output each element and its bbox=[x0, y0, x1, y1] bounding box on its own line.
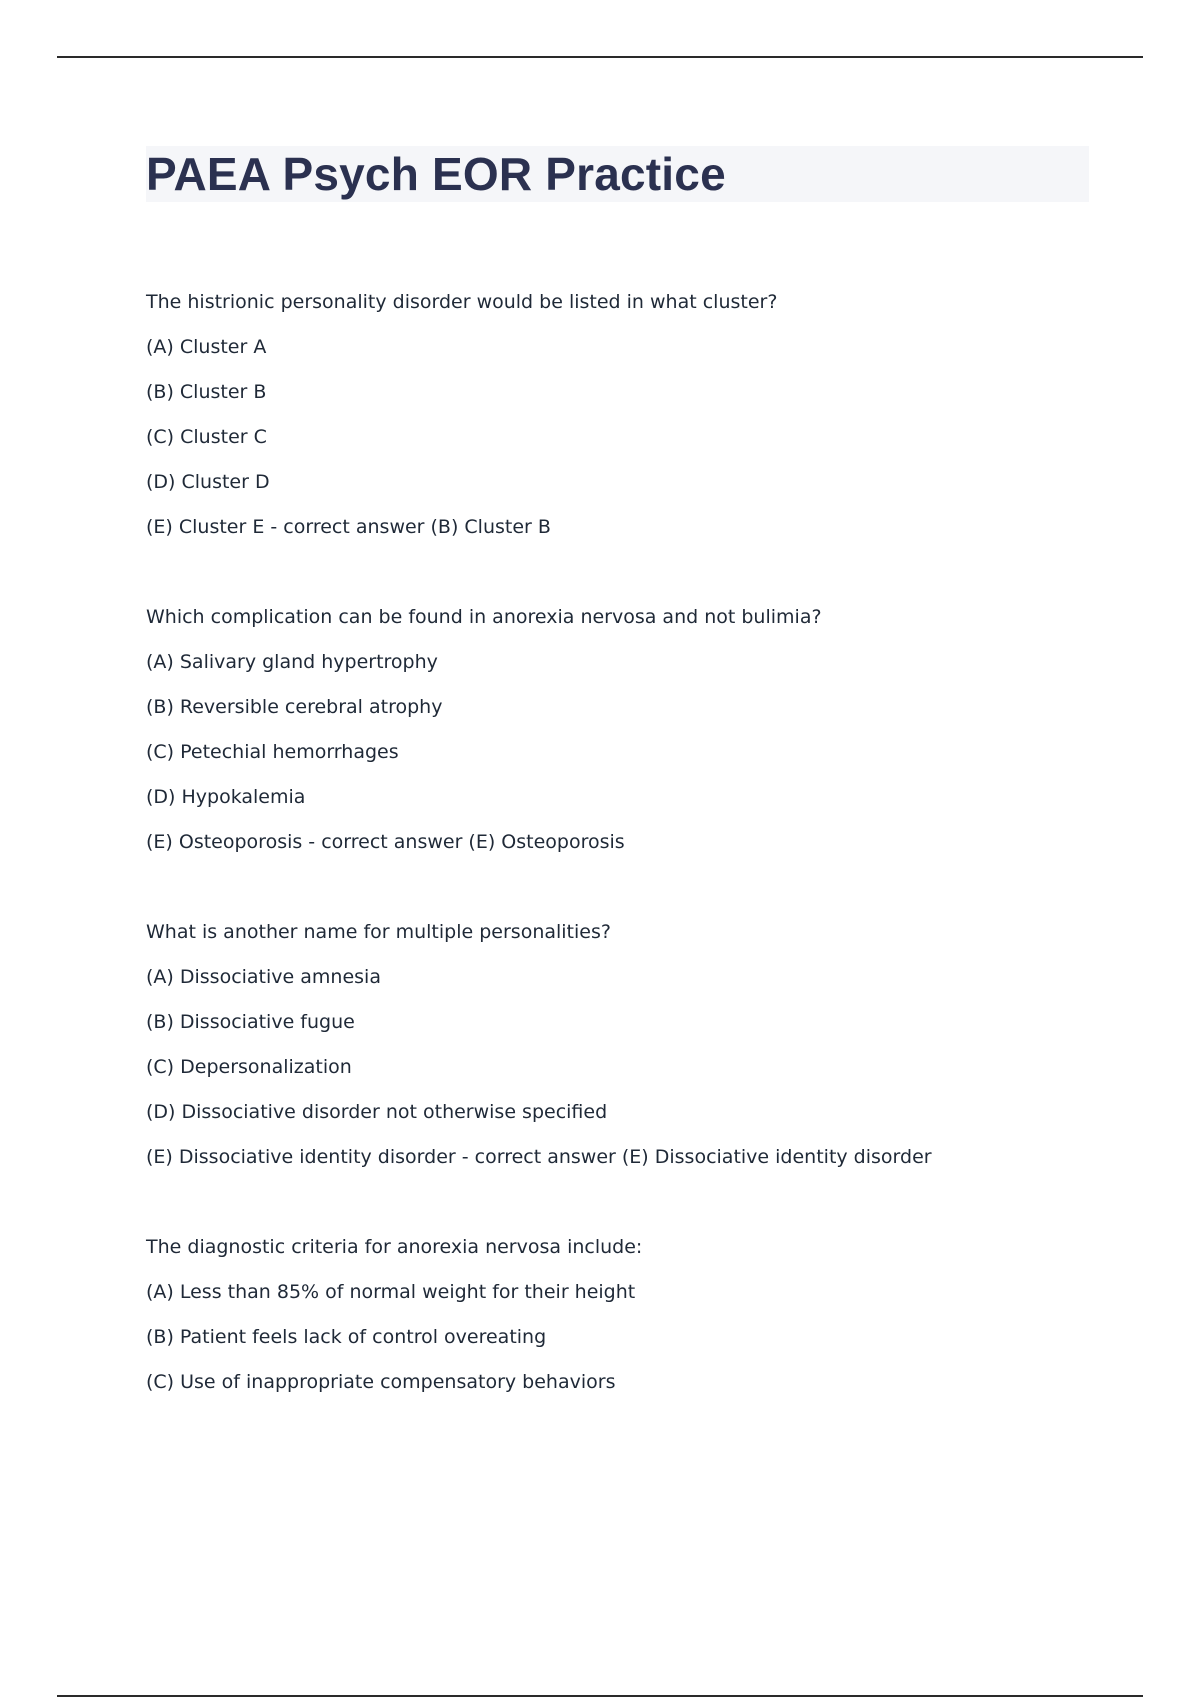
answer-option: (C) Depersonalization bbox=[146, 1056, 352, 1078]
answer-option: (B) Dissociative fugue bbox=[146, 1011, 355, 1033]
answer-option: (C) Petechial hemorrhages bbox=[146, 741, 399, 763]
answer-option: (D) Hypokalemia bbox=[146, 786, 306, 808]
question-4 bbox=[146, 1235, 1106, 1415]
answer-option: (E) Dissociative identity disorder - correct answer (E) Dissociative identity disorder bbox=[146, 1146, 932, 1168]
question-prompt: The diagnostic criteria for anorexia nervosa include: bbox=[146, 1236, 643, 1258]
question-2 bbox=[146, 605, 1106, 875]
bottom-rule bbox=[57, 1695, 1143, 1697]
answer-option: (C) Cluster C bbox=[146, 426, 267, 448]
answer-option: (A) Salivary gland hypertrophy bbox=[146, 651, 438, 673]
question-3 bbox=[146, 920, 1106, 1190]
answer-option: (B) Patient feels lack of control overeating bbox=[146, 1326, 547, 1348]
answer-option: (B) Reversible cerebral atrophy bbox=[146, 696, 443, 718]
question-prompt: What is another name for multiple personalities? bbox=[146, 921, 611, 943]
answer-option: (A) Dissociative amnesia bbox=[146, 966, 381, 988]
document-title: PAEA Psych EOR Practice bbox=[146, 148, 726, 200]
question-prompt: Which complication can be found in anorexia nervosa and not bulimia? bbox=[146, 606, 822, 628]
answer-option: (D) Dissociative disorder not otherwise specified bbox=[146, 1101, 608, 1123]
answer-option: (C) Use of inappropriate compensatory behaviors bbox=[146, 1371, 616, 1393]
question-list bbox=[146, 290, 1106, 1460]
answer-option: (A) Cluster A bbox=[146, 336, 267, 358]
top-rule bbox=[57, 56, 1143, 58]
answer-option: (D) Cluster D bbox=[146, 471, 270, 493]
answer-option: (B) Cluster B bbox=[146, 381, 267, 403]
question-1 bbox=[146, 290, 1106, 560]
question-prompt: The histrionic personality disorder would be listed in what cluster? bbox=[146, 291, 778, 313]
answer-option: (E) Cluster E - correct answer (B) Cluster B bbox=[146, 516, 551, 538]
answer-option: (E) Osteoporosis - correct answer (E) Osteoporosis bbox=[146, 831, 625, 853]
answer-option: (A) Less than 85% of normal weight for their height bbox=[146, 1281, 636, 1303]
